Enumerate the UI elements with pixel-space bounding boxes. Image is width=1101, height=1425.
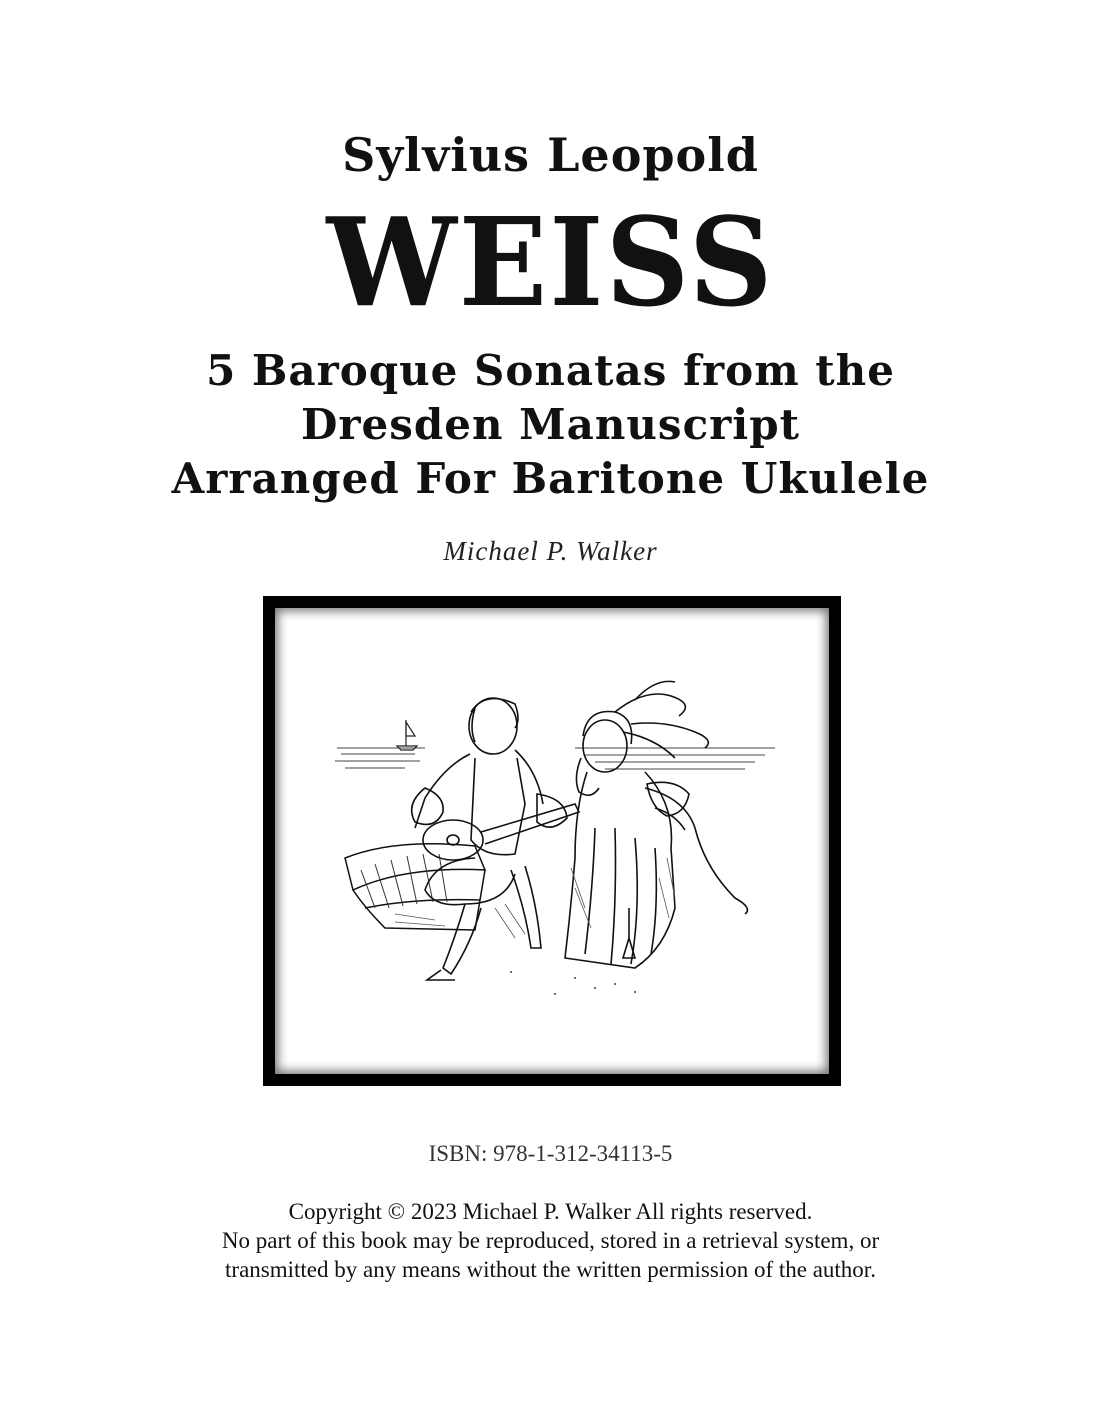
illustration-frame-inner [275, 608, 829, 1074]
copyright-line: No part of this book may be reproduced, stored in a retrieval system, or [221, 1228, 880, 1253]
lute-player-and-lady-illustration [275, 608, 829, 1074]
copyright-line: transmitted by any means without the written permission of the author. [225, 1257, 876, 1282]
copyright-line: Copyright © 2023 Michael P. Walker All rights reserved. [288, 1199, 813, 1224]
isbn: ISBN: 978-1-312-34113-5 [428, 1141, 673, 1166]
composer-last-name: WEISS [326, 191, 775, 335]
author-name: Michael P. Walker [443, 536, 658, 566]
illustration-frame [263, 596, 841, 1086]
copyright-notice [0, 1197, 1101, 1284]
subtitle-line: Dresden Manuscript [300, 400, 800, 449]
subtitle-line: 5 Baroque Sonatas from the [206, 346, 895, 395]
subtitle-line: Arranged For Baritone Ukulele [171, 454, 930, 503]
book-subtitle [0, 344, 1101, 506]
composer-first-name: Sylvius Leopold [342, 128, 759, 182]
